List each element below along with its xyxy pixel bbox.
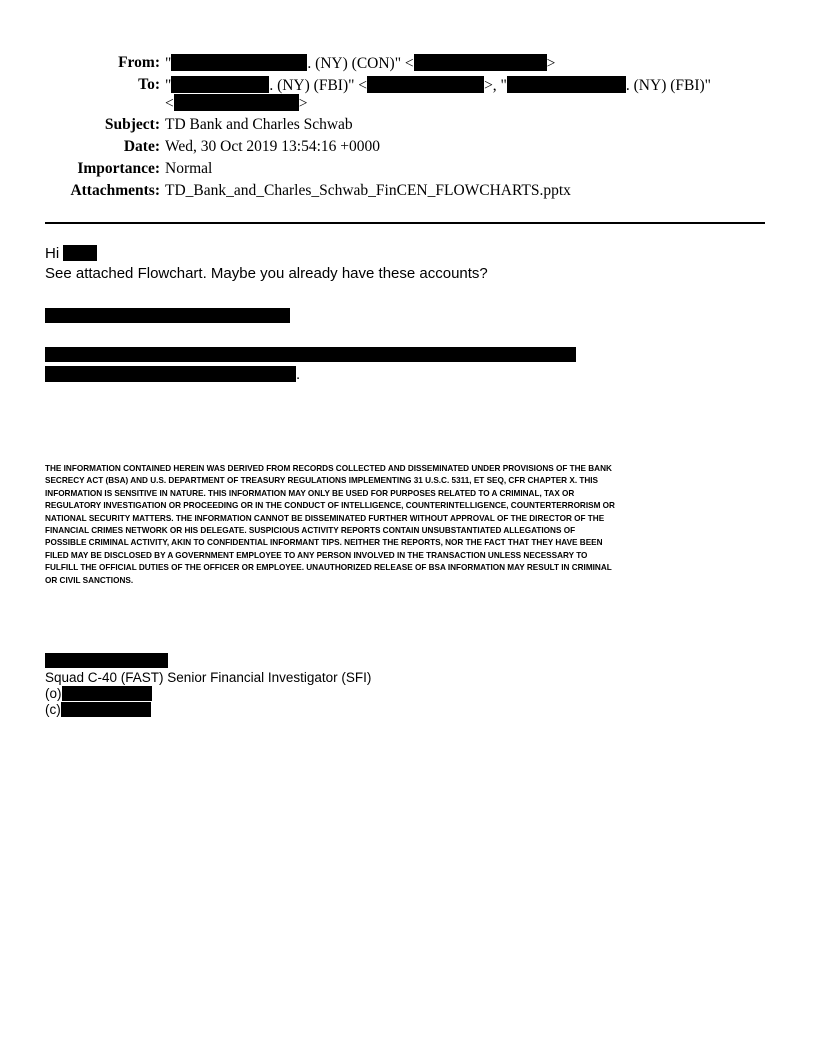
redacted-signature-name [45, 653, 168, 668]
redacted-name [507, 76, 626, 93]
subject-value: TD Bank and Charles Schwab [165, 116, 353, 133]
redacted-email [367, 76, 484, 93]
redacted-cell-phone [61, 702, 151, 717]
redacted-recipient-name [63, 245, 97, 261]
from-open-quote: " [165, 55, 172, 72]
signature-title: Squad C-40 (FAST) Senior Financial Investigator (SFI) [45, 670, 372, 685]
header-divider [45, 222, 765, 224]
redacted-office-phone [62, 686, 152, 701]
greeting-text: Hi [45, 245, 60, 262]
greeting [45, 245, 97, 262]
subject-label: Subject: [104, 116, 160, 133]
body-line-1: See attached Flowchart. Maybe you already have these accounts? [45, 265, 488, 282]
from-suffix: . (NY) (CON)" < [307, 55, 414, 72]
redacted-period: . [296, 366, 301, 383]
to-suffix-2: . (NY) (FBI)" [625, 77, 711, 94]
office-prefix: (o) [45, 686, 62, 701]
to-open-quote: " [165, 77, 172, 94]
attachment-file-link[interactable]: TD_Bank_and_Charles_Schwab_FinCEN_FLOWCHARTS.pptx [165, 182, 571, 199]
signature-cell-line [45, 702, 151, 717]
redacted-block [45, 347, 576, 362]
redacted-name [171, 54, 307, 71]
redacted-line-with-period [45, 366, 300, 383]
from-value [165, 54, 555, 73]
to-cont-close: > [298, 95, 308, 112]
redacted-email [174, 94, 299, 111]
importance-label: Importance: [77, 160, 160, 177]
redacted-email [414, 54, 547, 71]
importance-value: Normal [165, 160, 213, 177]
cell-prefix: (c) [45, 702, 61, 717]
bsa-disclaimer: THE INFORMATION CONTAINED HEREIN WAS DERIVED FROM RECORDS COLLECTED AND DISSEMINATED UNDER PROVISIONS OF THE BANK SECRECY ACT (BSA) AND U.S. DEPARTMENT OF TREASURY REGULATIONS IMPLEMENTING 31 U.S.C. 5311, ET SEQ, CFR CHAPTER X. THIS INFORMATION IS SENSITIVE IN NATURE. THIS INFORMATION MAY ONLY BE USED FOR PURPOSES RELATED TO A CRIMINAL, TAX OR REGULATORY INVESTIGATION OR PROCEEDING OR IN THE CONDUCT OF INTELLIGENCE, COUNTERINTELLIGENCE, COUNTERTERRORISM OR NATIONAL SECURITY MATTERS. THE INFORMATION CANNOT BE DISSEMINATED FURTHER WITHOUT APPROVAL OF THE DIRECTOR OF THE FINANCIAL CRIMES NETWORK OR HIS DELEGATE. SUSPICIOUS ACTIVITY REPORTS CONTAIN UNSUBSTANTIATED ALLEGATIONS OF POSSIBLE CRIMINAL ACTIVITY, AKIN TO CONFIDENTIAL INFORMANT TIPS. NEITHER THE REPORTS, NOR THE FACT THAT THEY HAVE BEEN FILED MAY BE DISCLOSED BY A GOVERNMENT EMPLOYEE TO ANY PERSON INVOLVED IN THE TRANSACTION UNLESS NECESSARY TO FULFILL THE OFFICIAL DUTIES OF THE OFFICER OR EMPLOYEE. UNAUTHORIZED RELEASE OF BSA INFORMATION MAY RESULT IN CRIMINAL OR CIVIL SANCTIONS. [45, 464, 615, 585]
redacted-block [45, 366, 296, 382]
redacted-block [45, 308, 290, 323]
to-cont-open: < [165, 95, 174, 112]
date-label: Date: [123, 138, 160, 155]
from-label: From: [118, 54, 160, 71]
to-continuation [165, 94, 308, 113]
signature-office-line [45, 686, 152, 701]
to-suffix-1: . (NY) (FBI)" < [269, 77, 368, 94]
to-label: To: [138, 76, 160, 93]
to-value [165, 76, 711, 95]
attachments-label: Attachments: [70, 182, 160, 199]
date-value: Wed, 30 Oct 2019 13:54:16 +0000 [165, 138, 381, 155]
from-close: > [546, 55, 556, 72]
to-mid: >, " [484, 77, 507, 94]
redacted-name [171, 76, 269, 93]
